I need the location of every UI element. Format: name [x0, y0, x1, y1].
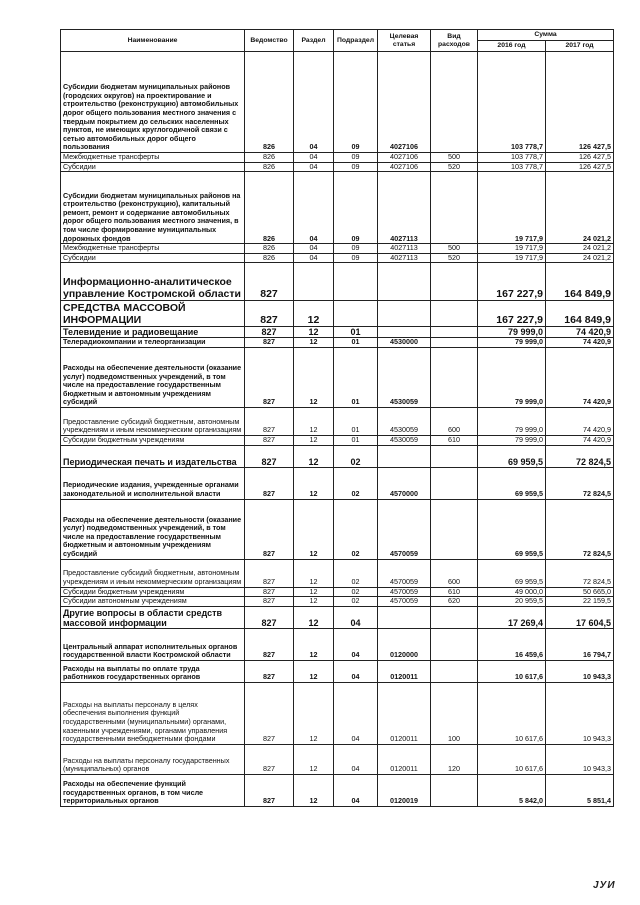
row-name: Межбюджетные трансферты [61, 244, 245, 254]
row-subsection: 04 [334, 660, 378, 682]
table-row [61, 172, 614, 244]
row-dept: 826 [245, 162, 294, 172]
row-target: 0120011 [378, 660, 431, 682]
row-subsection: 09 [334, 153, 378, 163]
row-section: 04 [294, 52, 334, 153]
row-sum-2016: 167 227,9 [478, 301, 546, 327]
row-section: 12 [294, 435, 334, 445]
row-target [378, 606, 431, 628]
table-row [61, 153, 614, 163]
row-dept: 827 [245, 499, 294, 559]
table-row [61, 52, 614, 153]
row-sum-2016: 103 778,7 [478, 153, 546, 163]
row-dept: 826 [245, 172, 294, 244]
row-exptype [431, 499, 478, 559]
row-sum-2017: 74 420,9 [546, 327, 614, 338]
row-subsection: 02 [334, 559, 378, 587]
row-subsection: 09 [334, 244, 378, 254]
row-target: 0120011 [378, 682, 431, 744]
row-subsection: 04 [334, 774, 378, 806]
row-section: 12 [294, 338, 334, 348]
table-row [61, 499, 614, 559]
table-row [61, 606, 614, 628]
row-sum-2016: 79 999,0 [478, 435, 546, 445]
row-dept: 826 [245, 244, 294, 254]
table-row [61, 327, 614, 338]
row-section: 04 [294, 253, 334, 263]
row-sum-2017: 24 021,2 [546, 253, 614, 263]
row-exptype: 610 [431, 587, 478, 597]
row-sum-2017: 164 849,9 [546, 263, 614, 301]
table-row [61, 347, 614, 407]
row-subsection: 09 [334, 52, 378, 153]
row-section: 04 [294, 162, 334, 172]
row-name: Расходы на выплаты по оплате труда работников государственных органов [61, 660, 245, 682]
row-sum-2017: 10 943,3 [546, 682, 614, 744]
row-section: 12 [294, 744, 334, 774]
row-name: Телерадиокомпании и телеорганизации [61, 338, 245, 348]
header-2017: 2017 год [546, 41, 614, 52]
table-row [61, 467, 614, 499]
row-sum-2017: 74 420,9 [546, 347, 614, 407]
row-dept: 827 [245, 301, 294, 327]
row-dept: 827 [245, 559, 294, 587]
row-section: 12 [294, 559, 334, 587]
row-target: 0120011 [378, 744, 431, 774]
row-sum-2017: 10 943,3 [546, 744, 614, 774]
row-sum-2017: 72 824,5 [546, 467, 614, 499]
row-target: 4530059 [378, 435, 431, 445]
row-name: Центральный аппарат исполнительных органов государственной власти Костромской области [61, 628, 245, 660]
row-subsection: 02 [334, 445, 378, 467]
row-target: 4027113 [378, 253, 431, 263]
table-row [61, 263, 614, 301]
row-subsection: 01 [334, 435, 378, 445]
header-dept: Ведомство [245, 30, 294, 52]
row-exptype [431, 263, 478, 301]
row-exptype [431, 301, 478, 327]
row-exptype: 600 [431, 407, 478, 435]
row-sum-2016: 20 959,5 [478, 597, 546, 607]
row-dept: 827 [245, 467, 294, 499]
table-row [61, 744, 614, 774]
row-exptype: 500 [431, 244, 478, 254]
row-subsection: 09 [334, 172, 378, 244]
row-sum-2016: 79 999,0 [478, 407, 546, 435]
row-name: Информационно-аналитическое управление Костромской области [61, 263, 245, 301]
row-name: Субсидии бюджетным учреждениям [61, 435, 245, 445]
row-subsection: 04 [334, 628, 378, 660]
row-dept: 827 [245, 744, 294, 774]
row-sum-2016: 10 617,6 [478, 660, 546, 682]
row-exptype [431, 347, 478, 407]
row-subsection: 02 [334, 597, 378, 607]
row-sum-2016: 79 999,0 [478, 347, 546, 407]
row-section: 12 [294, 587, 334, 597]
row-sum-2016: 10 617,6 [478, 682, 546, 744]
row-name: Другие вопросы в области средств массовой информации [61, 606, 245, 628]
row-name: Субсидии бюджетам муниципальных районов на строительство (реконструкцию), капитальный ремонт, ремонт и содержание автомобильных дорог общего пользования местного значения, в том числе формирование муниципальных дорожных фондов [61, 172, 245, 244]
table-row [61, 587, 614, 597]
table-row [61, 660, 614, 682]
row-target: 0120000 [378, 628, 431, 660]
row-target [378, 263, 431, 301]
row-target: 4570059 [378, 587, 431, 597]
row-target: 4027106 [378, 52, 431, 153]
row-subsection: 01 [334, 347, 378, 407]
row-target: 0120019 [378, 774, 431, 806]
row-exptype [431, 606, 478, 628]
row-sum-2017: 72 824,5 [546, 499, 614, 559]
row-dept: 827 [245, 263, 294, 301]
row-sum-2016: 10 617,6 [478, 744, 546, 774]
row-sum-2017: 17 604,5 [546, 606, 614, 628]
row-exptype: 120 [431, 744, 478, 774]
row-dept: 826 [245, 153, 294, 163]
row-dept: 827 [245, 628, 294, 660]
table-row [61, 628, 614, 660]
row-sum-2016: 79 999,0 [478, 338, 546, 348]
row-sum-2016: 167 227,9 [478, 263, 546, 301]
row-subsection: 01 [334, 407, 378, 435]
row-target: 4027113 [378, 172, 431, 244]
row-name: Субсидии бюджетам муниципальных районов (городских округов) на проектирование и строительство (реконструкцию) автомобильных дорог общего пользования местного значения с твердым покрытием до сельских населенных пунктов, не имеющих круглогодичной связи с сетью автомобильных дорог общего пользования [61, 52, 245, 153]
row-name: Предоставление субсидий бюджетным, автономным учреждениям и иным некоммерческим организациям [61, 407, 245, 435]
row-sum-2017: 72 824,5 [546, 559, 614, 587]
table-row [61, 162, 614, 172]
row-subsection: 02 [334, 467, 378, 499]
row-section: 12 [294, 597, 334, 607]
row-target [378, 327, 431, 338]
header-exptype: Вид расходов [431, 30, 478, 52]
row-sum-2017: 5 851,4 [546, 774, 614, 806]
row-section: 12 [294, 682, 334, 744]
header-name: Наименование [61, 30, 245, 52]
row-sum-2017: 50 665,0 [546, 587, 614, 597]
row-name: Субсидии автономным учреждениям [61, 597, 245, 607]
row-section: 12 [294, 467, 334, 499]
row-dept: 827 [245, 338, 294, 348]
row-name: Периодические издания, учрежденные органами законодательной и исполнительной власти [61, 467, 245, 499]
row-target: 4570059 [378, 559, 431, 587]
row-sum-2016: 69 959,5 [478, 445, 546, 467]
row-subsection [334, 301, 378, 327]
table-row [61, 445, 614, 467]
row-exptype: 620 [431, 597, 478, 607]
page-mark: ЈУИ [593, 880, 616, 891]
table-row [61, 338, 614, 348]
row-section: 12 [294, 606, 334, 628]
row-exptype [431, 172, 478, 244]
row-sum-2017: 16 794,7 [546, 628, 614, 660]
row-exptype: 610 [431, 435, 478, 445]
table-row [61, 559, 614, 587]
row-subsection: 04 [334, 682, 378, 744]
row-subsection: 09 [334, 253, 378, 263]
row-target: 4530000 [378, 338, 431, 348]
row-section [294, 263, 334, 301]
row-section: 12 [294, 407, 334, 435]
row-name: Предоставление субсидий бюджетным, автономным учреждениям и иным некоммерческим организациям [61, 559, 245, 587]
row-sum-2016: 103 778,7 [478, 52, 546, 153]
table-row [61, 407, 614, 435]
table-row [61, 253, 614, 263]
row-sum-2017: 74 420,9 [546, 435, 614, 445]
row-name: Расходы на выплаты персоналу государственных (муниципальных) органов [61, 744, 245, 774]
table-header [61, 30, 614, 52]
row-section: 12 [294, 347, 334, 407]
row-exptype [431, 338, 478, 348]
row-dept: 827 [245, 774, 294, 806]
row-sum-2016: 69 959,5 [478, 499, 546, 559]
row-dept: 827 [245, 327, 294, 338]
row-sum-2017: 126 427,5 [546, 162, 614, 172]
row-sum-2016: 17 269,4 [478, 606, 546, 628]
row-dept: 827 [245, 597, 294, 607]
row-dept: 827 [245, 682, 294, 744]
row-dept: 827 [245, 347, 294, 407]
row-name: Телевидение и радиовещание [61, 327, 245, 338]
row-dept: 826 [245, 52, 294, 153]
row-name: Периодическая печать и издательства [61, 445, 245, 467]
row-sum-2016: 69 959,5 [478, 467, 546, 499]
row-section: 04 [294, 172, 334, 244]
row-sum-2016: 5 842,0 [478, 774, 546, 806]
budget-table-page [60, 29, 613, 807]
table-row [61, 682, 614, 744]
row-exptype [431, 445, 478, 467]
row-target: 4530059 [378, 347, 431, 407]
row-target: 4570059 [378, 499, 431, 559]
header-section: Раздел [294, 30, 334, 52]
row-exptype [431, 327, 478, 338]
row-sum-2016: 19 717,9 [478, 253, 546, 263]
row-name: Расходы на выплаты персоналу в целях обеспечения выполнения функций государственными (муниципальными) органами, казенными учреждениями, органами управления государственными внебюджетными фондами [61, 682, 245, 744]
header-subsection: Подраздел [334, 30, 378, 52]
row-sum-2016: 69 959,5 [478, 559, 546, 587]
row-dept: 827 [245, 606, 294, 628]
row-sum-2017: 24 021,2 [546, 172, 614, 244]
row-section: 12 [294, 499, 334, 559]
row-target [378, 301, 431, 327]
row-exptype [431, 774, 478, 806]
table-row [61, 774, 614, 806]
row-name: Расходы на обеспечение функций государственных органов, в том числе территориальных органов [61, 774, 245, 806]
row-sum-2017: 126 427,5 [546, 153, 614, 163]
row-exptype: 500 [431, 153, 478, 163]
row-exptype: 100 [431, 682, 478, 744]
row-sum-2016: 19 717,9 [478, 244, 546, 254]
row-dept: 827 [245, 445, 294, 467]
row-dept: 827 [245, 407, 294, 435]
row-sum-2017: 126 427,5 [546, 52, 614, 153]
row-subsection [334, 263, 378, 301]
row-sum-2017: 24 021,2 [546, 244, 614, 254]
row-subsection: 02 [334, 499, 378, 559]
row-subsection: 02 [334, 587, 378, 597]
table-row [61, 301, 614, 327]
table-row [61, 244, 614, 254]
table-body [61, 52, 614, 807]
row-sum-2017: 164 849,9 [546, 301, 614, 327]
row-target: 4027113 [378, 244, 431, 254]
row-exptype [431, 660, 478, 682]
row-name: Субсидии [61, 162, 245, 172]
row-section: 12 [294, 660, 334, 682]
row-sum-2017: 74 420,9 [546, 407, 614, 435]
row-sum-2016: 19 717,9 [478, 172, 546, 244]
budget-table [60, 29, 614, 807]
row-dept: 826 [245, 253, 294, 263]
row-target [378, 445, 431, 467]
row-sum-2016: 103 778,7 [478, 162, 546, 172]
row-section: 12 [294, 774, 334, 806]
row-subsection: 04 [334, 606, 378, 628]
row-sum-2017: 72 824,5 [546, 445, 614, 467]
table-row [61, 435, 614, 445]
row-section: 04 [294, 244, 334, 254]
row-section: 12 [294, 628, 334, 660]
row-name: Субсидии бюджетным учреждениям [61, 587, 245, 597]
row-name: СРЕДСТВА МАССОВОЙ ИНФОРМАЦИИ [61, 301, 245, 327]
row-sum-2016: 79 999,0 [478, 327, 546, 338]
header-2016: 2016 год [478, 41, 546, 52]
row-sum-2017: 10 943,3 [546, 660, 614, 682]
row-dept: 827 [245, 587, 294, 597]
row-dept: 827 [245, 660, 294, 682]
row-section: 12 [294, 327, 334, 338]
row-subsection: 04 [334, 744, 378, 774]
header-target: Целевая статья [378, 30, 431, 52]
row-exptype: 520 [431, 162, 478, 172]
row-sum-2016: 16 459,6 [478, 628, 546, 660]
row-section: 04 [294, 153, 334, 163]
row-name: Расходы на обеспечение деятельности (оказание услуг) подведомственных учреждений, в том числе на предоставление государственным бюджетным и автономным учреждениям субсидий [61, 347, 245, 407]
row-section: 12 [294, 445, 334, 467]
row-target: 4570059 [378, 597, 431, 607]
row-subsection: 01 [334, 327, 378, 338]
row-exptype: 600 [431, 559, 478, 587]
row-name: Межбюджетные трансферты [61, 153, 245, 163]
row-target: 4570000 [378, 467, 431, 499]
row-target: 4027106 [378, 153, 431, 163]
row-exptype [431, 52, 478, 153]
row-exptype: 520 [431, 253, 478, 263]
row-target: 4530059 [378, 407, 431, 435]
row-exptype [431, 467, 478, 499]
row-name: Расходы на обеспечение деятельности (оказание услуг) подведомственных учреждений, в том числе на предоставление государственным бюджетным и автономным учреждениям субсидий [61, 499, 245, 559]
header-sum: Сумма [478, 30, 614, 41]
row-section: 12 [294, 301, 334, 327]
row-name: Субсидии [61, 253, 245, 263]
row-dept: 827 [245, 435, 294, 445]
row-subsection: 09 [334, 162, 378, 172]
row-sum-2016: 49 000,0 [478, 587, 546, 597]
row-sum-2017: 74 420,9 [546, 338, 614, 348]
row-exptype [431, 628, 478, 660]
table-row [61, 597, 614, 607]
row-target: 4027106 [378, 162, 431, 172]
row-subsection: 01 [334, 338, 378, 348]
row-sum-2017: 22 159,5 [546, 597, 614, 607]
